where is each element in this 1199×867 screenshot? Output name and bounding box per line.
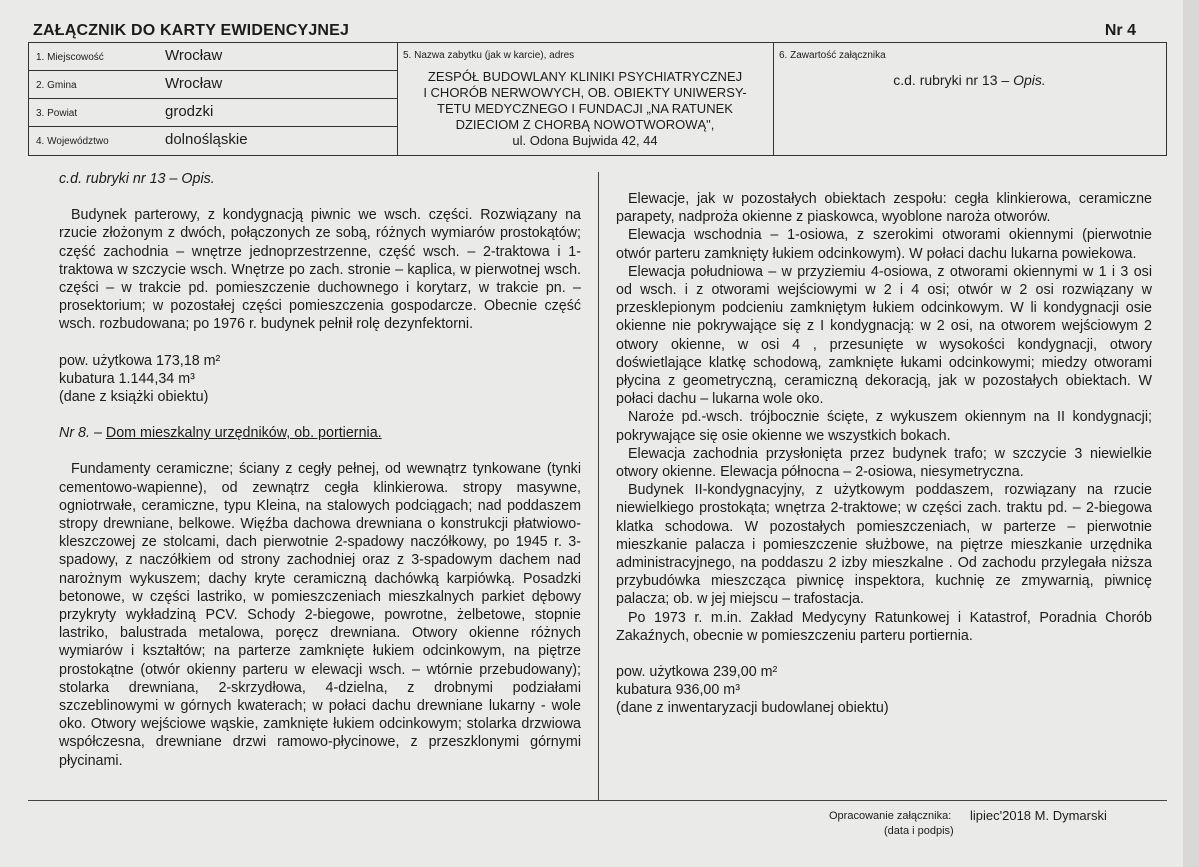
data-source: (dane z książki obiektu) bbox=[59, 389, 209, 406]
row-value: dolnośląskie bbox=[165, 131, 248, 148]
data-source: (dane z inwentaryzacji budowlanej obiektu) bbox=[616, 700, 889, 717]
document-title: ZAŁĄCZNIK DO KARTY EWIDENCYJNEJ bbox=[33, 22, 350, 39]
monument-address: ul. Odona Bujwida 42, 44 bbox=[512, 133, 658, 148]
monument-name-line: I CHORÓB NERWOWYCH, OB. OBIEKTY UNIWERSY- bbox=[423, 85, 747, 100]
section-number: Nr 8. bbox=[59, 425, 90, 442]
paragraph: Po 1973 r. m.in. Zakład Medycyny Ratunkowej i Katastrof, Poradnia Chorób Zakaźnych, obecnie w pomieszczeniu parteru portiernia. bbox=[616, 609, 1152, 644]
paragraph: Elewacje, jak w pozostałych obiektach zespołu: cegła klinkierowa, ceramiczne parapety, nadproża okienne z piaskowca, wyoblone naroża otworów. bbox=[616, 191, 1152, 226]
area-value: pow. użytkowa 173,18 m² bbox=[59, 352, 221, 369]
building-description: Budynek parterowy, z kondygnacją piwnic we wsch. części. Rozwiązany na rzucie złożonym z dwóch, połączonych ze sobą, różnych wymiarów prostokątów; część zachodnia – wnętrze jednoprzestrzenne, część wsch. – 2-traktowa i 1-traktowa w szczycie wsch. Wnętrze po zach. stronie – kaplica, w pierwotnej wsch. części – w trakcie pd. pomieszczenie duchownego i korytarz, w trakcie pn. – prosektorium; w pozostałej części pomieszczenia gospodarcze. Obecnie część wsch. rozbudowana; po 1976 r. budynek pełnił rolę dezynfektorni. bbox=[59, 207, 581, 333]
section-title: Dom mieszkalny urzędników, ob. portiernia. bbox=[105, 425, 382, 442]
metadata-table bbox=[28, 42, 1167, 156]
contents-label: 6. Zawartość załącznika bbox=[779, 50, 886, 61]
monument-name-column bbox=[397, 43, 774, 155]
paper-edge bbox=[1183, 0, 1199, 867]
section-heading bbox=[59, 424, 581, 442]
continuation-normal: c.d. rubryki nr 13 – bbox=[59, 171, 178, 187]
section-dash: – bbox=[89, 425, 106, 442]
row-value: grodzki bbox=[165, 103, 214, 120]
monument-name bbox=[401, 69, 769, 149]
continuation-italic: Opis. bbox=[181, 171, 215, 187]
contents-value bbox=[773, 72, 1166, 88]
construction-description: Fundamenty ceramiczne; ściany z cegły pełnej, od wewnątrz tynkowane (tynki cementowo-wapienne), od zewnątrz cegła klinkierowa. stropy masywne, ogniotrwałe, ceramiczne, typu Kleina, na stalowych podciągach; nad poddaszem stropy drewniane, belkowe. Więźba dachowa drewniana o konstrukcji płatwiowo-kleszczowej ze stolcami, dach pierwotnie 2-spadowy naczółkowy, po 1945 r. 3-spadowy, z naczółkiem od strony zachodniej oraz z 3-spadowym dachem nad narożnym wykuszem; dachy kryte ceramiczną dachówką karpiówką. Posadzki betonowe, w części lastriko, w pomieszczeniach mieszkalnych parkiet dębowy przykryty wykładziną PCV. Schody 2-biegowe, powrotne, żelbetowe, stopnie lastriko, balustrada metalowa, poręcz drewniana. Otwory okienne różnych wymiarów i kształtów; na parterze zamknięte łukiem odcinkowym, na piętrze prostokątne (otwór okienny parteru w elewacji wsch. – wtórnie przebudowany); stolarka drewniana, 2-skrzydłowa, 4-dzielna, z drobnymi podziałami szczeblinowymi w górnych kwaterach; w połaci dachu drewniane lukarny - wole oko. Otwory wejściowe wąskie, zamknięte łukiem odcinkowym; stolarka drzwiowa współczesna, drewniane drzwi ramowo-płycinowe, z przeszklonymi górnymi płycinami. bbox=[59, 461, 581, 769]
row-label: 3. Powiat bbox=[36, 108, 78, 119]
row-powiat bbox=[29, 99, 397, 127]
contents-column bbox=[773, 43, 1166, 155]
signature: lipiec'2018 M. Dymarski bbox=[970, 808, 1107, 823]
row-wojewodztwo bbox=[29, 127, 397, 156]
volume-value: kubatura 1.144,34 m³ bbox=[59, 370, 195, 387]
prepared-by-label: Opracowanie załącznika: bbox=[829, 810, 952, 822]
contents-value-normal: c.d. rubryki nr 13 – bbox=[893, 72, 1010, 88]
row-label: 2. Gmina bbox=[36, 80, 77, 91]
right-column bbox=[616, 190, 1152, 718]
volume-value: kubatura 936,00 m³ bbox=[616, 682, 740, 699]
row-label: 4. Województwo bbox=[36, 136, 109, 147]
paragraph: Naroże pd.-wsch. trójbocznie ścięte, z wykuszem okiennym na II kondygnacji; pokrywające się osie okienne we wszystkich bokach. bbox=[616, 409, 1152, 444]
left-column bbox=[59, 170, 581, 770]
monument-name-line: DZIECIOM Z CHORBĄ NOWOTWOROWĄ", bbox=[455, 117, 715, 132]
column-divider bbox=[598, 172, 599, 800]
paragraph: Elewacja południowa – w przyziemiu 4-osiowa, z otworami okiennymi w 1 i 3 osi od wsch. i z otworami wejściowymi w 2 i 4 osi; otwór w 2 osi rozwiązany w przesklepionym podcieniu zamkniętym łukiem odcinkowym. W li kondygnacji osie okienne nie pokrywające się z I kondygnacją: w 2 osi, na otworem wejściowym 2 otwory okienne, w osi 4 , przesunięte w wysokości kondygnacji, otwory doświetlające klatkę schodową, zamknięte łukami odcinkowymi; miedzy otworami płycina z geometryczną, ceramiczną dekoracją, jak w pozostałych obiektach. W połaci dachu – lukarna wole oko. bbox=[616, 263, 1152, 408]
attachment-number: Nr 4 bbox=[1104, 22, 1136, 39]
location-column bbox=[29, 43, 398, 155]
row-label: 1. Miejscowość bbox=[36, 52, 104, 63]
footer-divider bbox=[28, 800, 1167, 801]
monument-name-line: TETU MEDYCZNEGO I FUNDACJI „NA RATUNEK bbox=[437, 101, 733, 116]
area-value: pow. użytkowa 239,00 m² bbox=[616, 664, 778, 681]
row-value: Wrocław bbox=[165, 47, 223, 64]
paragraph: Budynek II-kondygnacyjny, z użytkowym poddaszem, rozwiązany na rzucie niewielkiego prostokąta; wnętrza 2-traktowe; w części zach. traktu pd. – 2-biegowa klatka schodowa. W pozostałych pomieszczeniach, w parterze – pierwotnie mieszkanie palacza i pomieszczenie służbowe, na piętrze mieszkanie urzędnika administracyjnego, na poddaszu 2 izby mieszkalne . Od zachodu przylegała niższa przybudówka mieszcząca piwnicę inspektora, kuchnię ze zmywarnią, piwnicę palacza; ob. w jej miejscu – trafostacja. bbox=[616, 482, 1152, 608]
date-sign-label: (data i podpis) bbox=[884, 825, 954, 837]
row-miejscowosc bbox=[29, 43, 397, 71]
continuation-note bbox=[59, 170, 581, 188]
row-value: Wrocław bbox=[165, 75, 223, 92]
paragraph: Elewacja wschodnia – 1-osiowa, z szerokimi otworami okiennymi (pierwotnie otwór parteru zamknięty łukiem odcinkowym). W połaci dachu lukarna powiekowa. bbox=[616, 227, 1152, 262]
monument-name-line: ZESPÓŁ BUDOWLANY KLINIKI PSYCHIATRYCZNEJ bbox=[427, 69, 743, 84]
contents-value-italic: Opis. bbox=[1013, 72, 1046, 88]
row-gmina bbox=[29, 71, 397, 99]
monument-name-label: 5. Nazwa zabytku (jak w karcie), adres bbox=[403, 50, 575, 61]
paragraph: Elewacja zachodnia przysłonięta przez budynek trafo; w szczycie 3 niewielkie otwory okienne. Elewacja północna – 2-osiowa, niesymetryczna. bbox=[616, 445, 1152, 481]
